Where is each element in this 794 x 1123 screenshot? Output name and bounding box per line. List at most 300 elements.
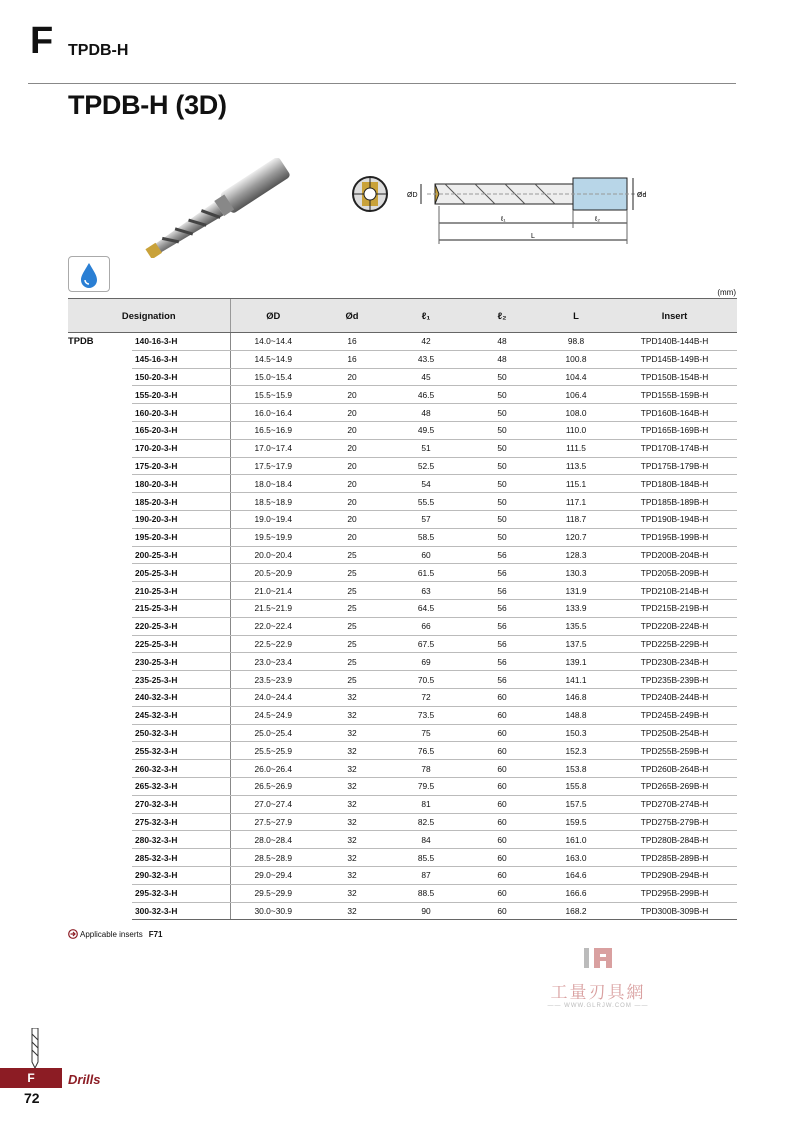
od-cell: 26.5~26.9 — [230, 777, 316, 795]
l2-cell: 50 — [464, 493, 540, 511]
applicable-inserts-note — [68, 929, 163, 939]
L-cell: 153.8 — [540, 760, 612, 778]
L-cell: 115.1 — [540, 475, 612, 493]
L-cell: 150.3 — [540, 724, 612, 742]
l2-cell: 60 — [464, 813, 540, 831]
odd-cell: 20 — [316, 510, 388, 528]
od-cell: 28.5~28.9 — [230, 849, 316, 867]
designation-cell: 240-32-3-H — [132, 688, 230, 706]
table-row — [68, 404, 737, 422]
insert-cell: TPD255B-259B-H — [612, 742, 737, 760]
dim-l1-label: ℓ₁ — [501, 216, 506, 223]
l1-cell: 81 — [388, 795, 464, 813]
designation-cell: 250-32-3-H — [132, 724, 230, 742]
insert-cell: TPD195B-199B-H — [612, 528, 737, 546]
insert-cell: TPD180B-184B-H — [612, 475, 737, 493]
odd-cell: 25 — [316, 546, 388, 564]
col-header-designation: Designation — [68, 299, 230, 333]
L-cell: 166.6 — [540, 884, 612, 902]
l1-cell: 82.5 — [388, 813, 464, 831]
l1-cell: 48 — [388, 404, 464, 422]
l2-cell: 50 — [464, 368, 540, 386]
l1-cell: 67.5 — [388, 635, 464, 653]
l2-cell: 50 — [464, 528, 540, 546]
designation-cell: 190-20-3-H — [132, 510, 230, 528]
L-cell: 128.3 — [540, 546, 612, 564]
insert-cell: TPD290B-294B-H — [612, 866, 737, 884]
od-cell: 22.5~22.9 — [230, 635, 316, 653]
l2-cell: 50 — [464, 421, 540, 439]
table-row — [68, 528, 737, 546]
l1-cell: 79.5 — [388, 777, 464, 795]
insert-cell: TPD300B-309B-H — [612, 902, 737, 920]
designation-cell: 290-32-3-H — [132, 866, 230, 884]
l1-cell: 43.5 — [388, 350, 464, 368]
designation-cell: 300-32-3-H — [132, 902, 230, 920]
insert-cell: TPD140B-144B-H — [612, 333, 737, 351]
l1-cell: 49.5 — [388, 421, 464, 439]
l2-cell: 60 — [464, 902, 540, 920]
od-cell: 19.0~19.4 — [230, 510, 316, 528]
l1-cell: 69 — [388, 653, 464, 671]
dimension-drawing — [405, 168, 665, 250]
odd-cell: 20 — [316, 368, 388, 386]
L-cell: 137.5 — [540, 635, 612, 653]
od-cell: 20.5~20.9 — [230, 564, 316, 582]
od-cell: 17.5~17.9 — [230, 457, 316, 475]
L-cell: 120.7 — [540, 528, 612, 546]
od-cell: 22.0~22.4 — [230, 617, 316, 635]
l1-cell: 61.5 — [388, 564, 464, 582]
od-cell: 21.0~21.4 — [230, 582, 316, 600]
insert-cell: TPD220B-224B-H — [612, 617, 737, 635]
L-cell: 161.0 — [540, 831, 612, 849]
insert-cell: TPD285B-289B-H — [612, 849, 737, 867]
designation-cell: 165-20-3-H — [132, 421, 230, 439]
designation-cell: 150-20-3-H — [132, 368, 230, 386]
table-row — [68, 582, 737, 600]
L-cell: 163.0 — [540, 849, 612, 867]
l2-cell: 60 — [464, 688, 540, 706]
od-cell: 18.5~18.9 — [230, 493, 316, 511]
insert-cell: TPD250B-254B-H — [612, 724, 737, 742]
od-cell: 26.0~26.4 — [230, 760, 316, 778]
L-cell: 117.1 — [540, 493, 612, 511]
table-row — [68, 546, 737, 564]
od-cell: 25.5~25.9 — [230, 742, 316, 760]
table-row — [68, 564, 737, 582]
l1-cell: 42 — [388, 333, 464, 351]
odd-cell: 25 — [316, 635, 388, 653]
l1-cell: 57 — [388, 510, 464, 528]
l2-cell: 56 — [464, 582, 540, 600]
L-cell: 155.8 — [540, 777, 612, 795]
watermark-name: 工量刃具網 — [550, 983, 646, 1003]
l1-cell: 73.5 — [388, 706, 464, 724]
L-cell: 133.9 — [540, 599, 612, 617]
odd-cell: 32 — [316, 866, 388, 884]
l2-cell: 56 — [464, 635, 540, 653]
table-row — [68, 635, 737, 653]
header-divider — [28, 83, 736, 84]
L-cell: 110.0 — [540, 421, 612, 439]
col-header-l2: ℓ₂ — [464, 299, 540, 333]
l1-cell: 75 — [388, 724, 464, 742]
l2-cell: 60 — [464, 706, 540, 724]
designation-cell: 280-32-3-H — [132, 831, 230, 849]
table-row — [68, 333, 737, 351]
unit-label: (mm) — [717, 288, 736, 297]
L-cell: 131.9 — [540, 582, 612, 600]
l1-cell: 45 — [388, 368, 464, 386]
table-row — [68, 368, 737, 386]
section-label: Drills — [68, 1072, 101, 1087]
L-cell: 108.0 — [540, 404, 612, 422]
insert-cell: TPD160B-164B-H — [612, 404, 737, 422]
l1-cell: 90 — [388, 902, 464, 920]
l1-cell: 64.5 — [388, 599, 464, 617]
l2-cell: 56 — [464, 599, 540, 617]
odd-cell: 32 — [316, 831, 388, 849]
note-page-link[interactable]: F71 — [148, 929, 163, 939]
l2-cell: 50 — [464, 510, 540, 528]
l2-cell: 60 — [464, 795, 540, 813]
designation-cell: 205-25-3-H — [132, 564, 230, 582]
designation-cell: 245-32-3-H — [132, 706, 230, 724]
insert-cell: TPD280B-284B-H — [612, 831, 737, 849]
l1-cell: 52.5 — [388, 457, 464, 475]
l1-cell: 85.5 — [388, 849, 464, 867]
L-cell: 148.8 — [540, 706, 612, 724]
designation-cell: 210-25-3-H — [132, 582, 230, 600]
insert-cell: TPD175B-179B-H — [612, 457, 737, 475]
l1-cell: 70.5 — [388, 671, 464, 689]
insert-cell: TPD185B-189B-H — [612, 493, 737, 511]
designation-cell: 285-32-3-H — [132, 849, 230, 867]
designation-cell: 295-32-3-H — [132, 884, 230, 902]
end-view-diagram — [350, 174, 390, 214]
table-row — [68, 760, 737, 778]
L-cell: 152.3 — [540, 742, 612, 760]
od-cell: 18.0~18.4 — [230, 475, 316, 493]
L-cell: 100.8 — [540, 350, 612, 368]
table-row — [68, 849, 737, 867]
watermark-logo-icon — [578, 945, 618, 971]
l2-cell: 48 — [464, 350, 540, 368]
table-row — [68, 795, 737, 813]
L-cell: 139.1 — [540, 653, 612, 671]
table-row — [68, 831, 737, 849]
table-row — [68, 902, 737, 920]
page-number: 72 — [24, 1090, 40, 1106]
od-cell: 23.0~23.4 — [230, 653, 316, 671]
designation-cell: 200-25-3-H — [132, 546, 230, 564]
table-row — [68, 671, 737, 689]
insert-cell: TPD295B-299B-H — [612, 884, 737, 902]
odd-cell: 32 — [316, 795, 388, 813]
designation-cell: 140-16-3-H — [132, 333, 230, 351]
l2-cell: 50 — [464, 386, 540, 404]
table-row — [68, 457, 737, 475]
table-header-row — [68, 299, 737, 333]
spec-table — [68, 298, 737, 920]
watermark — [528, 945, 668, 1015]
L-cell: 104.4 — [540, 368, 612, 386]
l1-cell: 58.5 — [388, 528, 464, 546]
odd-cell: 32 — [316, 688, 388, 706]
l2-cell: 50 — [464, 475, 540, 493]
col-header-odd: Ød — [316, 299, 388, 333]
section-tab[interactable]: F — [0, 1068, 62, 1088]
coolant-through-badge — [68, 256, 110, 292]
designation-cell: 160-20-3-H — [132, 404, 230, 422]
od-cell: 14.0~14.4 — [230, 333, 316, 351]
l1-cell: 51 — [388, 439, 464, 457]
l2-cell: 50 — [464, 439, 540, 457]
table-row — [68, 493, 737, 511]
table-row — [68, 475, 737, 493]
insert-cell: TPD210B-214B-H — [612, 582, 737, 600]
od-cell: 28.0~28.4 — [230, 831, 316, 849]
l1-cell: 60 — [388, 546, 464, 564]
designation-cell: 180-20-3-H — [132, 475, 230, 493]
insert-cell: TPD155B-159B-H — [612, 386, 737, 404]
odd-cell: 32 — [316, 742, 388, 760]
designation-cell: 175-20-3-H — [132, 457, 230, 475]
table-row — [68, 439, 737, 457]
l2-cell: 60 — [464, 777, 540, 795]
insert-cell: TPD265B-269B-H — [612, 777, 737, 795]
odd-cell: 25 — [316, 599, 388, 617]
insert-cell: TPD230B-234B-H — [612, 653, 737, 671]
L-cell: 118.7 — [540, 510, 612, 528]
designation-cell: 185-20-3-H — [132, 493, 230, 511]
odd-cell: 32 — [316, 724, 388, 742]
insert-cell: TPD215B-219B-H — [612, 599, 737, 617]
arrow-circle-icon — [68, 929, 78, 939]
l1-cell: 55.5 — [388, 493, 464, 511]
insert-cell: TPD190B-194B-H — [612, 510, 737, 528]
table-row — [68, 510, 737, 528]
odd-cell: 25 — [316, 617, 388, 635]
L-cell: 141.1 — [540, 671, 612, 689]
L-cell: 106.4 — [540, 386, 612, 404]
l1-cell: 72 — [388, 688, 464, 706]
l2-cell: 48 — [464, 333, 540, 351]
table-row — [68, 866, 737, 884]
table-row — [68, 653, 737, 671]
l2-cell: 60 — [464, 849, 540, 867]
designation-cell: 270-32-3-H — [132, 795, 230, 813]
l2-cell: 60 — [464, 760, 540, 778]
odd-cell: 20 — [316, 404, 388, 422]
odd-cell: 16 — [316, 350, 388, 368]
l1-cell: 78 — [388, 760, 464, 778]
L-cell: 98.8 — [540, 333, 612, 351]
insert-cell: TPD205B-209B-H — [612, 564, 737, 582]
designation-cell: 230-25-3-H — [132, 653, 230, 671]
designation-cell: 220-25-3-H — [132, 617, 230, 635]
l1-cell: 46.5 — [388, 386, 464, 404]
table-row — [68, 813, 737, 831]
insert-cell: TPD170B-174B-H — [612, 439, 737, 457]
l1-cell: 87 — [388, 866, 464, 884]
insert-cell: TPD200B-204B-H — [612, 546, 737, 564]
l2-cell: 56 — [464, 653, 540, 671]
insert-cell: TPD235B-239B-H — [612, 671, 737, 689]
l2-cell: 60 — [464, 884, 540, 902]
designation-cell: 235-25-3-H — [132, 671, 230, 689]
drill-photo — [135, 158, 305, 258]
odd-cell: 25 — [316, 564, 388, 582]
L-cell: 164.6 — [540, 866, 612, 884]
table-row — [68, 688, 737, 706]
table-row — [68, 706, 737, 724]
l1-cell: 66 — [388, 617, 464, 635]
od-cell: 23.5~23.9 — [230, 671, 316, 689]
L-cell: 157.5 — [540, 795, 612, 813]
series-group-label: TPDB — [68, 335, 94, 346]
l1-cell: 84 — [388, 831, 464, 849]
designation-cell: 155-20-3-H — [132, 386, 230, 404]
od-cell: 16.5~16.9 — [230, 421, 316, 439]
L-cell: 113.5 — [540, 457, 612, 475]
insert-cell: TPD150B-154B-H — [612, 368, 737, 386]
od-cell: 29.5~29.9 — [230, 884, 316, 902]
od-cell: 30.0~30.9 — [230, 902, 316, 920]
l2-cell: 60 — [464, 831, 540, 849]
dim-L-label: L — [531, 233, 535, 240]
L-cell: 130.3 — [540, 564, 612, 582]
table-row — [68, 421, 737, 439]
odd-cell: 32 — [316, 760, 388, 778]
insert-cell: TPD225B-229B-H — [612, 635, 737, 653]
l2-cell: 60 — [464, 742, 540, 760]
odd-cell: 20 — [316, 457, 388, 475]
od-cell: 15.0~15.4 — [230, 368, 316, 386]
l2-cell: 56 — [464, 546, 540, 564]
odd-cell: 20 — [316, 475, 388, 493]
insert-cell: TPD165B-169B-H — [612, 421, 737, 439]
designation-cell: 215-25-3-H — [132, 599, 230, 617]
l2-cell: 56 — [464, 617, 540, 635]
odd-cell: 20 — [316, 421, 388, 439]
od-cell: 14.5~14.9 — [230, 350, 316, 368]
odd-cell: 32 — [316, 706, 388, 724]
table-row — [68, 884, 737, 902]
designation-cell: 170-20-3-H — [132, 439, 230, 457]
odd-cell: 20 — [316, 386, 388, 404]
odd-cell: 25 — [316, 582, 388, 600]
designation-cell: 145-16-3-H — [132, 350, 230, 368]
odd-cell: 20 — [316, 528, 388, 546]
table-row — [68, 742, 737, 760]
l1-cell: 76.5 — [388, 742, 464, 760]
l2-cell: 56 — [464, 671, 540, 689]
col-header-L: L — [540, 299, 612, 333]
table-row — [68, 724, 737, 742]
dim-od-label: ØD — [407, 192, 418, 199]
l1-cell: 54 — [388, 475, 464, 493]
note-text: Applicable inserts — [80, 929, 143, 939]
od-cell: 15.5~15.9 — [230, 386, 316, 404]
dim-l2-label: ℓ₂ — [595, 216, 600, 223]
col-header-od: ØD — [230, 299, 316, 333]
dim-odd-label: Ød — [637, 192, 647, 199]
od-cell: 21.5~21.9 — [230, 599, 316, 617]
drill-thumbnail-icon — [30, 1028, 40, 1068]
odd-cell: 20 — [316, 493, 388, 511]
odd-cell: 20 — [316, 439, 388, 457]
table-row — [68, 350, 737, 368]
designation-cell: 275-32-3-H — [132, 813, 230, 831]
section-subtitle: TPDB-H — [68, 42, 129, 59]
section-letter: F — [30, 20, 54, 62]
table-row — [68, 777, 737, 795]
designation-cell: 195-20-3-H — [132, 528, 230, 546]
page-title: TPDB-H (3D) — [68, 90, 227, 120]
insert-cell: TPD145B-149B-H — [612, 350, 737, 368]
coolant-drop-icon — [69, 257, 109, 291]
insert-cell: TPD275B-279B-H — [612, 813, 737, 831]
l2-cell: 60 — [464, 866, 540, 884]
od-cell: 25.0~25.4 — [230, 724, 316, 742]
od-cell: 29.0~29.4 — [230, 866, 316, 884]
odd-cell: 25 — [316, 653, 388, 671]
designation-cell: 225-25-3-H — [132, 635, 230, 653]
l2-cell: 60 — [464, 724, 540, 742]
l2-cell: 50 — [464, 404, 540, 422]
table-row — [68, 599, 737, 617]
col-header-l1: ℓ₁ — [388, 299, 464, 333]
table-row — [68, 386, 737, 404]
L-cell: 168.2 — [540, 902, 612, 920]
l2-cell: 50 — [464, 457, 540, 475]
l1-cell: 88.5 — [388, 884, 464, 902]
insert-cell: TPD260B-264B-H — [612, 760, 737, 778]
od-cell: 17.0~17.4 — [230, 439, 316, 457]
L-cell: 135.5 — [540, 617, 612, 635]
designation-cell: 260-32-3-H — [132, 760, 230, 778]
od-cell: 16.0~16.4 — [230, 404, 316, 422]
l2-cell: 56 — [464, 564, 540, 582]
l1-cell: 63 — [388, 582, 464, 600]
watermark-url: —— WWW.GLRJW.COM —— — [547, 1003, 649, 1009]
odd-cell: 16 — [316, 333, 388, 351]
L-cell: 159.5 — [540, 813, 612, 831]
odd-cell: 25 — [316, 671, 388, 689]
od-cell: 24.0~24.4 — [230, 688, 316, 706]
odd-cell: 32 — [316, 813, 388, 831]
od-cell: 20.0~20.4 — [230, 546, 316, 564]
insert-cell: TPD270B-274B-H — [612, 795, 737, 813]
L-cell: 146.8 — [540, 688, 612, 706]
designation-cell: 265-32-3-H — [132, 777, 230, 795]
designation-cell: 255-32-3-H — [132, 742, 230, 760]
odd-cell: 32 — [316, 849, 388, 867]
od-cell: 24.5~24.9 — [230, 706, 316, 724]
odd-cell: 32 — [316, 902, 388, 920]
od-cell: 27.5~27.9 — [230, 813, 316, 831]
odd-cell: 32 — [316, 884, 388, 902]
odd-cell: 32 — [316, 777, 388, 795]
L-cell: 111.5 — [540, 439, 612, 457]
insert-cell: TPD245B-249B-H — [612, 706, 737, 724]
od-cell: 27.0~27.4 — [230, 795, 316, 813]
od-cell: 19.5~19.9 — [230, 528, 316, 546]
table-row — [68, 617, 737, 635]
col-header-insert: Insert — [612, 299, 737, 333]
